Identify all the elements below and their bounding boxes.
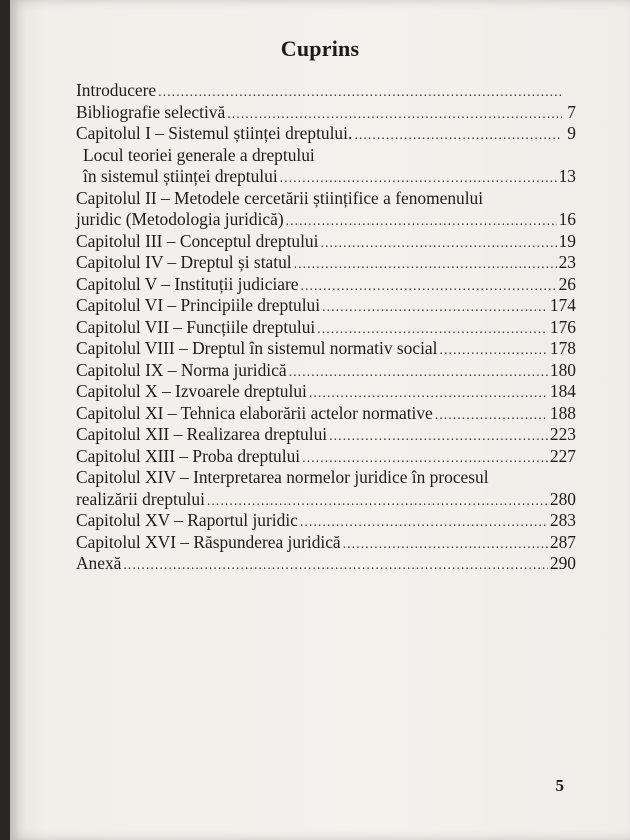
toc-entry-page: 16: [558, 209, 576, 229]
toc-entry-page: 184: [549, 381, 576, 401]
toc-entry: [76, 381, 576, 403]
dot-leader: [322, 297, 548, 319]
toc-entry-page: 287: [549, 531, 576, 552]
dot-leader: [309, 383, 548, 405]
toc-entry: [76, 360, 576, 382]
toc-entry-page: 23: [558, 252, 576, 272]
toc-entry: [76, 338, 576, 360]
toc-entry: [76, 553, 576, 575]
toc-entry-line: Locul teoriei generale a dreptului: [83, 144, 315, 165]
toc-entry-title: Capitolul XIII – Proba dreptului: [76, 445, 301, 466]
dot-leader: [158, 82, 562, 104]
toc-entry-page: 290: [549, 553, 576, 573]
toc-entry-line: Capitolul II – Metodele cercetării științifice a fenomenului: [76, 187, 484, 208]
toc-entry-title: Capitolul IV – Dreptul și statul: [76, 252, 292, 272]
toc-entry-page: 13: [558, 166, 576, 186]
toc-entry-page: 283: [549, 510, 576, 530]
table-of-contents: [76, 80, 576, 575]
dot-leader: [435, 405, 548, 427]
dot-leader: [329, 426, 548, 448]
toc-entry: [76, 123, 576, 145]
toc-entry: [76, 510, 576, 532]
toc-entry: [76, 231, 576, 253]
dot-leader: [227, 104, 562, 126]
toc-entry-page: 180: [549, 359, 576, 380]
toc-entry-title: Introducere: [76, 80, 157, 100]
toc-entry-title: Anexă: [76, 553, 122, 573]
toc-entry-title: realizării dreptului: [76, 488, 205, 509]
toc-entry: [76, 403, 576, 425]
dot-leader: [301, 276, 557, 298]
page-title: Cuprins: [280, 36, 360, 61]
toc-entry-page: 223: [549, 424, 576, 444]
toc-entry-page: 174: [549, 295, 576, 315]
toc-entry: [76, 532, 576, 554]
toc-entry-line: Capitolul XIV – Interpretarea normelor juridice în procesul: [76, 467, 489, 487]
dot-leader: [294, 254, 557, 276]
dot-leader: [317, 319, 548, 341]
toc-entry-title: Capitolul XII – Realizarea dreptului: [76, 424, 328, 444]
book-page: [10, 0, 630, 840]
toc-entry-title: Capitolul XI – Tehnica elaborării actelor normative: [76, 402, 433, 423]
toc-entry: [76, 446, 576, 468]
dot-leader: [354, 125, 562, 147]
dot-leader: [302, 448, 548, 470]
dot-leader: [286, 211, 557, 233]
toc-entry: [76, 80, 576, 102]
toc-entry-page: 26: [558, 273, 576, 294]
toc-entry-title: în sistemul științei dreptului: [83, 166, 278, 186]
dot-leader: [280, 168, 557, 190]
toc-entry-title: Capitolul III – Conceptul dreptului: [76, 230, 319, 251]
toc-entry: [76, 274, 576, 296]
toc-entry: [76, 102, 576, 124]
toc-entry-title: Capitolul VIII – Dreptul în sistemul normativ social: [76, 338, 438, 358]
toc-entry-title: Capitolul I – Sistemul științei dreptului.: [76, 123, 353, 143]
dot-leader: [343, 534, 548, 556]
toc-entry: [76, 489, 576, 511]
toc-entry-page: 227: [549, 445, 576, 466]
dot-leader: [320, 233, 556, 255]
dot-leader: [207, 491, 548, 513]
dot-leader: [439, 340, 547, 362]
toc-entry-title: Capitolul VI – Principiile dreptului: [76, 295, 321, 315]
toc-entry-title: Capitolul XVI – Răspunderea juridică: [76, 531, 341, 552]
toc-entry: [76, 252, 576, 274]
dot-leader: [300, 512, 548, 534]
toc-entry-title: Capitolul VII – Funcțiile dreptului: [76, 316, 316, 337]
toc-entry-page: 9: [567, 123, 576, 143]
toc-entry-title: Capitolul X – Izvoarele dreptului: [76, 381, 307, 401]
toc-entry: [76, 317, 576, 339]
toc-entry-page: 7: [567, 101, 576, 122]
toc-entry-page: 188: [549, 402, 576, 423]
toc-entry: [76, 424, 576, 446]
toc-entry-title: Capitolul V – Instituții judiciare: [76, 273, 299, 294]
toc-entry-title: Capitolul XV – Raportul juridic: [76, 510, 298, 530]
toc-entry-page: 19: [558, 230, 576, 251]
toc-entry-page: 178: [549, 338, 576, 358]
page-number: 5: [555, 776, 564, 795]
dot-leader: [289, 362, 548, 384]
toc-entry: [76, 166, 576, 188]
toc-entry-page: 280: [549, 488, 576, 509]
toc-entry-title: Capitolul IX – Norma juridică: [76, 359, 287, 380]
toc-entry: [76, 295, 576, 317]
toc-entry-title: juridic (Metodologia juridică): [76, 209, 284, 229]
toc-entry-title: Bibliografie selectivă: [76, 101, 226, 122]
dot-leader: [123, 555, 548, 577]
toc-entry: [76, 209, 576, 231]
toc-entry-page: 176: [549, 316, 576, 337]
